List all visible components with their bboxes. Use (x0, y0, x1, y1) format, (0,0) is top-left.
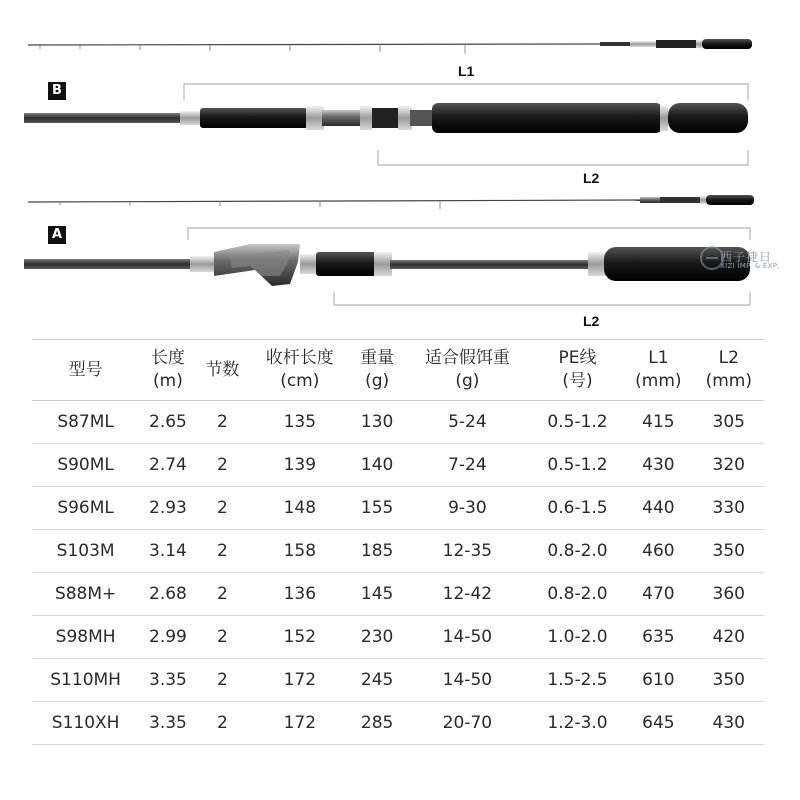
cell-length: 3.14 (139, 530, 196, 573)
cell-l2: 330 (694, 487, 764, 530)
watermark-english: XIZI IMP. & EXP. (720, 262, 779, 270)
cell-l1: 635 (623, 616, 693, 659)
cell-weight: 245 (351, 659, 403, 702)
cell-weight: 285 (351, 702, 403, 745)
cell-l2: 320 (694, 444, 764, 487)
cell-l1: 610 (623, 659, 693, 702)
table-header-row (32, 340, 764, 401)
cell-l1: 470 (623, 573, 693, 616)
rod-diagram (0, 0, 800, 330)
cell-pe-line: 0.8-2.0 (532, 530, 623, 573)
cell-sections: 2 (197, 702, 249, 745)
cell-pe-line: 0.8-2.0 (532, 573, 623, 616)
cell-lure-weight: 7-24 (403, 444, 532, 487)
table-row (32, 444, 764, 487)
cell-weight: 155 (351, 487, 403, 530)
cell-sections: 2 (197, 444, 249, 487)
cell-length: 2.74 (139, 444, 196, 487)
cell-pe-line: 1.0-2.0 (532, 616, 623, 659)
header-l1: L1 (mm) (623, 340, 693, 401)
table-row (32, 401, 764, 444)
cell-l1: 645 (623, 702, 693, 745)
cell-closed-length: 172 (248, 659, 351, 702)
table-row (32, 616, 764, 659)
cell-pe-line: 0.5-1.2 (532, 444, 623, 487)
cell-lure-weight: 9-30 (403, 487, 532, 530)
rod-b-label: B (48, 82, 66, 100)
cell-l1: 460 (623, 530, 693, 573)
cell-model: S87ML (32, 401, 139, 444)
cell-length: 3.35 (139, 702, 196, 745)
spec-table (32, 339, 764, 745)
cell-pe-line: 0.5-1.2 (532, 401, 623, 444)
rod-illustrations (0, 0, 800, 330)
table-row (32, 702, 764, 745)
table-row (32, 530, 764, 573)
cell-model: S98MH (32, 616, 139, 659)
cell-lure-weight: 20-70 (403, 702, 532, 745)
dimension-l2-label-a: L2 (583, 313, 600, 329)
cell-lure-weight: 12-35 (403, 530, 532, 573)
cell-length: 2.65 (139, 401, 196, 444)
cell-sections: 2 (197, 487, 249, 530)
cell-closed-length: 152 (248, 616, 351, 659)
cell-model: S90ML (32, 444, 139, 487)
rod-a-detail (24, 228, 750, 305)
table-row (32, 659, 764, 702)
cell-model: S103M (32, 530, 139, 573)
cell-closed-length: 136 (248, 573, 351, 616)
cell-weight: 185 (351, 530, 403, 573)
cell-sections: 2 (197, 616, 249, 659)
cell-weight: 140 (351, 444, 403, 487)
cell-lure-weight: 14-50 (403, 659, 532, 702)
cell-l2: 350 (694, 659, 764, 702)
cell-l2: 430 (694, 702, 764, 745)
cell-l2: 360 (694, 573, 764, 616)
cell-length: 2.93 (139, 487, 196, 530)
header-lure-weight: 适合假饵重 (g) (403, 340, 532, 401)
table-row (32, 487, 764, 530)
cell-closed-length: 158 (248, 530, 351, 573)
header-sections: 节数 (197, 340, 249, 401)
cell-sections: 2 (197, 401, 249, 444)
cell-sections: 2 (197, 530, 249, 573)
cell-weight: 145 (351, 573, 403, 616)
cell-model: S110XH (32, 702, 139, 745)
header-l2: L2 (mm) (694, 340, 764, 401)
cell-l1: 415 (623, 401, 693, 444)
rod-b-detail (24, 84, 748, 165)
header-model: 型号 (32, 340, 139, 401)
rod-a-full (28, 195, 754, 209)
cell-model: S96ML (32, 487, 139, 530)
cell-weight: 230 (351, 616, 403, 659)
cell-sections: 2 (197, 573, 249, 616)
cell-length: 3.35 (139, 659, 196, 702)
cell-lure-weight: 14-50 (403, 616, 532, 659)
cell-l2: 350 (694, 530, 764, 573)
cell-closed-length: 148 (248, 487, 351, 530)
cell-lure-weight: 12-42 (403, 573, 532, 616)
cell-length: 2.68 (139, 573, 196, 616)
table-row (32, 573, 764, 616)
cell-lure-weight: 5-24 (403, 401, 532, 444)
cell-sections: 2 (197, 659, 249, 702)
header-weight: 重量 (g) (351, 340, 403, 401)
cell-closed-length: 172 (248, 702, 351, 745)
rod-a-label: A (48, 226, 66, 244)
cell-pe-line: 0.6-1.5 (532, 487, 623, 530)
dimension-l1-label: L1 (458, 63, 475, 79)
cell-model: S88M+ (32, 573, 139, 616)
cell-l2: 305 (694, 401, 764, 444)
cell-closed-length: 135 (248, 401, 351, 444)
header-closed-length: 收杆长度 (cm) (248, 340, 351, 401)
cell-pe-line: 1.5-2.5 (532, 659, 623, 702)
watermark-chinese: 西子捷日 (720, 250, 773, 264)
cell-pe-line: 1.2-3.0 (532, 702, 623, 745)
cell-l1: 440 (623, 487, 693, 530)
header-length: 长度 (m) (139, 340, 196, 401)
cell-length: 2.99 (139, 616, 196, 659)
dimension-l2-label-b: L2 (583, 170, 600, 186)
cell-l1: 430 (623, 444, 693, 487)
cell-weight: 130 (351, 401, 403, 444)
cell-model: S110MH (32, 659, 139, 702)
rod-b-full (28, 39, 752, 54)
header-pe-line: PE线 (号) (532, 340, 623, 401)
cell-closed-length: 139 (248, 444, 351, 487)
cell-l2: 420 (694, 616, 764, 659)
